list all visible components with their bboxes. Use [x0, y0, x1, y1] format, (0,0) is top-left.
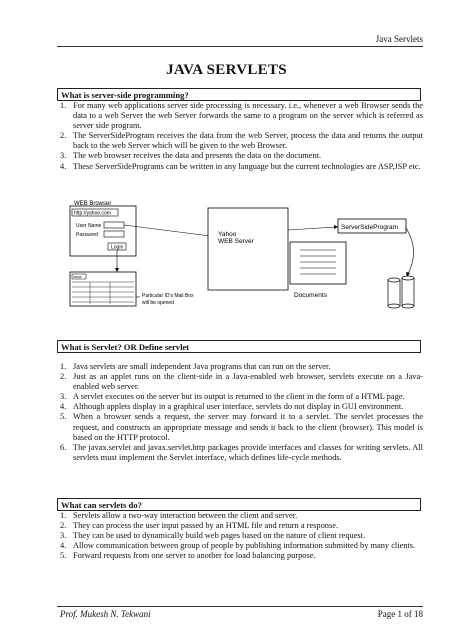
list-item: 3. They can be used to dynamically build web pages based on the nature of client request.	[60, 531, 366, 541]
section-heading-servlet: What is Servlet? OR Define servlet	[57, 340, 421, 353]
inbox-label: Inbox	[73, 275, 82, 279]
list-item: 1. Servlets allow a two-way interaction between the client and server.	[60, 511, 298, 520]
database-icon	[388, 276, 414, 308]
section-heading-server-side: What is server-side programming?	[57, 88, 421, 101]
header-right: Java Servlets	[375, 34, 423, 44]
list-item: 6. The javax.servlet and javax.servlet.http packages provide interfaces and classes for writing servlets. All servlets must implement the Servlet interface, which defines life-cycle methods.	[60, 442, 423, 462]
list-item: 4. Allow communication between group of people by publishing information submitted by many clients.	[60, 541, 416, 551]
list-server-side	[57, 101, 423, 172]
server-side-diagram	[68, 200, 420, 318]
list-item: 3. A servlet executes on the server but its output is returned to the client in the form of a HTML page.	[60, 392, 405, 402]
user-name-label: User Name	[76, 223, 102, 229]
web-server-label: WEB Server	[218, 238, 254, 245]
list-item: 2. They can process the user input passed by an HTML file and return a response.	[60, 521, 339, 531]
url-text: http://yahoo.com	[74, 210, 111, 217]
documents-box	[290, 242, 346, 284]
list-servlets-do	[57, 511, 423, 561]
mailbox-note-line1: Particular ID's Mail Box	[142, 293, 194, 299]
mailbox-note-line2: will be opened	[142, 300, 174, 306]
password-field	[104, 231, 124, 237]
web-server-box	[208, 208, 288, 290]
list-item: 1. Java servlets are small independent Java programs that can run on the server.	[60, 362, 331, 371]
login-label: Login	[111, 244, 124, 251]
header-rule	[57, 46, 423, 47]
yahoo-label: Yahoo	[218, 231, 237, 238]
footer-rule	[57, 606, 423, 607]
footer-page-number: Page 1 of 18	[377, 609, 423, 619]
footer-author: Prof. Mukesh N. Tekwani	[60, 609, 151, 619]
list-item: 4. These ServerSidePrograms can be written in any language but the current technologies are ASP,JSP etc.	[60, 161, 421, 171]
list-item: 5. Forward requests from one server to another for load balancing purpose.	[60, 551, 316, 561]
section-heading-servlets-do: What can servlets do?	[57, 498, 421, 511]
list-item: 2. Just as an applet runs on the client-side in a Java-enabled web browser, servlets execute on a Java-enabled web server.	[60, 372, 423, 392]
list-item: 3. The web browser receives the data and presents the data on the document.	[60, 151, 322, 161]
password-label: Password	[76, 232, 98, 238]
documents-label: Documents	[294, 292, 327, 299]
list-item: 5. When a browser sends a request, the server may forward it to a servlet. The servlet processes the request, and constructs an appropriate message and sends it back to the client (browser). This model is based on the HTTP protocol.	[60, 412, 423, 442]
list-item: 2. The ServerSideProgram receives the data from the web Server, process the data and returns the output back to the web Server which will be given to the web Browser.	[60, 131, 423, 151]
list-servlet	[57, 362, 423, 463]
server-side-program-label: ServerSideProgram	[341, 224, 399, 231]
browser-title: WEB Browser	[74, 201, 112, 207]
list-item: 1. For many web applications server side processing is necessary. i.e., whenever a web Browser sends the data to a web Server the web Server forwards the same to a program on the server which is referred as server side program.	[60, 101, 423, 131]
page-title: JAVA SERVLETS	[166, 62, 287, 78]
list-item: 4. Although applets display in a graphical user interface, servlets do not display in GUI environment.	[60, 402, 404, 412]
user-name-field	[104, 222, 124, 228]
